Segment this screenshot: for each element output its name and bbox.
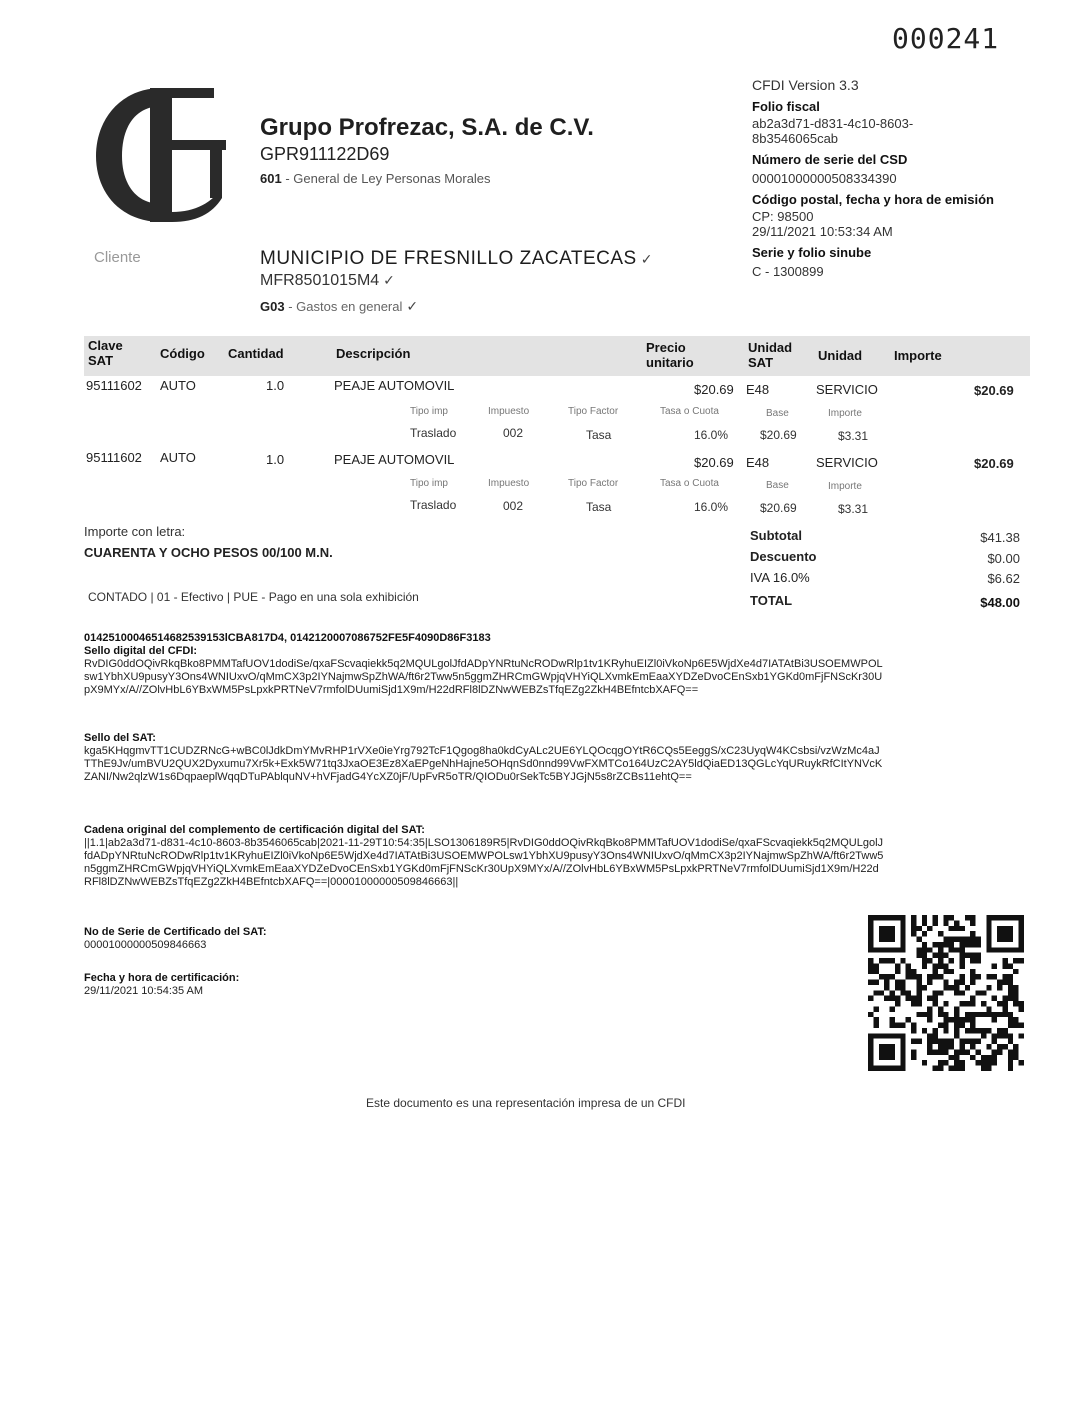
- row-cantidad: 1.0: [266, 378, 285, 393]
- row-clave-sat: 95111602: [86, 450, 142, 465]
- subtotal-value: $41.38: [980, 530, 1020, 545]
- client-cfdi-use: [260, 298, 418, 315]
- cfdi-version: CFDI Version 3.3: [752, 77, 859, 93]
- client-label: Cliente: [94, 249, 141, 266]
- serie-value: C - 1300899: [752, 264, 824, 279]
- tax-tasa: 16.0%: [694, 428, 729, 442]
- tax-hdr-tasa: Tasa o Cuota: [660, 406, 719, 417]
- total-label: TOTAL: [750, 593, 793, 608]
- col-unidad-sat: Unidad SAT: [748, 340, 793, 370]
- issuer-regime: [260, 171, 491, 186]
- cert-sat-block: [84, 926, 484, 952]
- tax-hdr-tipo-imp: Tipo imp: [410, 478, 448, 489]
- row-codigo: AUTO: [160, 450, 196, 465]
- checkmark-icon: ✓: [640, 251, 653, 267]
- tax-tipo-imp: Traslado: [410, 498, 457, 512]
- row-unidad-sat: E48: [746, 455, 770, 470]
- client-use-text: - Gastos en general: [288, 299, 403, 314]
- tax-hdr-importe: Importe: [828, 408, 862, 419]
- tax-importe: $3.31: [838, 429, 869, 443]
- cadena-value: ||1.1|ab2a3d71-d831-4c10-8603-8b3546065cab|2021-11-29T10:54:35|LSO1306189R5|RvDIG0ddOQivRkqBko8PMMTafUOV1dodiSe/qxaFScvaqiekk5q2MQULgolJfdADpYNRtuNcRODwRlp1tv1KRyhuEIZl0iVkoNp6E5WjdXe4d7IATAtBi3USOEMWPOLsw1YbhXU9pusyY3Ons4WNIUxvO/qMmCX3p2IYNajmwSpZhWA/ft6r2Tww5n5ggmZHRCmGWpjqVHYiQLXvmkEmEaaXYDZeDvoCEnSxb1YGKd0mFjFNScKr30UpX9MYx/A//ZOlvHbL6YBxWM5PsLpxkPRTNeV7rmfolDUumiSjd1X9m/H22dRFl8lDZNwWEBZsTfqEZg2ZkH4BEfntcbXAFQ==|00001000000509846663||: [84, 837, 884, 888]
- descuento-label: Descuento: [750, 549, 817, 564]
- tax-hdr-impuesto: Impuesto: [488, 478, 530, 489]
- checkmark-icon: ✓: [383, 272, 395, 288]
- row-clave-sat: 95111602: [86, 378, 142, 393]
- tax-importe: $3.31: [838, 502, 869, 516]
- row-unidad: SERVICIO: [816, 382, 878, 397]
- csd-value: 00001000000508334390: [752, 171, 897, 186]
- tax-impuesto: 002: [503, 426, 524, 440]
- tax-base: $20.69: [760, 501, 797, 515]
- iva-value: $6.62: [987, 571, 1020, 586]
- emission-datetime: 29/11/2021 10:53:34 AM: [752, 224, 893, 239]
- serie-label: Serie y folio sinube: [752, 245, 872, 260]
- descuento-value: $0.00: [987, 551, 1020, 566]
- tax-hdr-tasa: Tasa o Cuota: [660, 478, 719, 489]
- sello-sat-value: kga5KHqgmvTT1CUDZRNcG+wBC0lJdkDmYMvRHP1rVXe0ieYrg792TcF1Qgog8ha0kdCyALc2UE6YLQOcqgOYtR6CQs5EeggS/xC23UyqW4KCsbsi/vzWzMc4aJTThE9Jv/umBVU2QUX2Dyxumu7Xr5k+Exk5W71tq3JxaOE3Ez8XaEPgeNhHajne5OHqnSd0nnd99VwFXMTCo164UzC2AY5ldQiaED13QGLcYqURuykRfCItYNVcKZANI/Nw2qlzW1s6DqpaeplWqqDTuPAblquNV+hVFjadG4YcXZ0jF/UpFvR5oTR/QIODu0rSekTc5BYJGjN5s8rZCBs11ehtQ==: [84, 745, 883, 783]
- col-cantidad: Cantidad: [228, 346, 284, 361]
- tax-hdr-tipo-imp: Tipo imp: [410, 406, 448, 417]
- tax-tipo-imp: Traslado: [410, 426, 457, 440]
- tax-base: $20.69: [760, 428, 797, 442]
- col-descripcion: Descripción: [336, 346, 411, 361]
- col-unidad: Unidad: [818, 348, 863, 363]
- cadena-original-block: [84, 824, 884, 889]
- document-number: 000241: [892, 22, 1000, 55]
- items-table-header: [84, 336, 1030, 376]
- row-precio: $20.69: [694, 382, 734, 397]
- row-codigo: AUTO: [160, 378, 196, 393]
- tax-tipo-factor: Tasa: [586, 428, 612, 442]
- tax-hdr-base: Base: [766, 480, 789, 491]
- cadena-label: Cadena original del complemento de certificación digital del SAT:: [84, 824, 425, 836]
- tax-hdr-importe: Importe: [828, 481, 862, 492]
- row-descripcion: PEAJE AUTOMOVIL: [334, 452, 455, 467]
- row-cantidad: 1.0: [266, 452, 285, 467]
- amount-words-value: CUARENTA Y OCHO PESOS 00/100 M.N.: [84, 545, 333, 560]
- folio-fiscal-label: Folio fiscal: [752, 99, 820, 114]
- postal-cp: CP: 98500: [752, 209, 814, 224]
- iva-label: IVA 16.0%: [750, 570, 810, 585]
- company-logo: [92, 80, 232, 230]
- sello-cfdi-label: Sello digital del CFDI:: [84, 645, 198, 657]
- client-name: [260, 248, 653, 270]
- issuer-regime-code: 601: [260, 171, 282, 186]
- csd-label: Número de serie del CSD: [752, 152, 908, 167]
- tax-tipo-factor: Tasa: [586, 500, 612, 514]
- qr-code: [868, 915, 1024, 1071]
- payment-info: CONTADO | 01 - Efectivo | PUE - Pago en una sola exhibición: [88, 590, 419, 604]
- cfdi-metadata: [752, 76, 1052, 281]
- tax-hdr-base: Base: [766, 408, 789, 419]
- cert-date-value: 29/11/2021 10:54:35 AM: [84, 985, 204, 997]
- col-precio-unitario: Precio unitario: [646, 340, 694, 370]
- client-rfc-text: MFR8501015M4: [260, 272, 380, 289]
- row-importe: $20.69: [974, 383, 1014, 398]
- total-value: $48.00: [980, 595, 1020, 610]
- folio-fiscal-line1: ab2a3d71-d831-4c10-8603-: [752, 116, 914, 131]
- cert-sat-value: 00001000000509846663: [84, 939, 207, 951]
- folio-fiscal-line2: 8b3546065cab: [752, 131, 839, 146]
- row-precio: $20.69: [694, 455, 734, 470]
- cfdi-seal-block: [84, 632, 884, 697]
- issuer-name: Grupo Profrezac, S.A. de C.V.: [260, 114, 594, 141]
- issuer-rfc: GPR911122D69: [260, 144, 390, 164]
- sello-sat-label: Sello del SAT:: [84, 732, 156, 744]
- footer-note: Este documento es una representación impresa de un CFDI: [366, 1096, 686, 1110]
- tax-hdr-tipo-factor: Tipo Factor: [568, 478, 619, 489]
- sat-seal-block: [84, 732, 884, 784]
- col-importe: Importe: [894, 348, 942, 363]
- col-codigo: Código: [160, 346, 205, 361]
- subtotal-label: Subtotal: [750, 528, 802, 543]
- col-clave-sat: Clave SAT: [88, 338, 123, 368]
- issuer-regime-text: - General de Ley Personas Morales: [285, 171, 491, 186]
- cert-date-block: [84, 972, 484, 998]
- postal-label: Código postal, fecha y hora de emisión: [752, 192, 994, 207]
- client-name-text: MUNICIPIO DE FRESNILLO ZACATECAS: [260, 248, 637, 269]
- tax-hdr-tipo-factor: Tipo Factor: [568, 406, 619, 417]
- tax-tasa: 16.0%: [694, 500, 729, 514]
- tax-impuesto: 002: [503, 499, 524, 513]
- client-use-code: G03: [260, 299, 285, 314]
- row-unidad-sat: E48: [746, 382, 770, 397]
- row-unidad: SERVICIO: [816, 455, 878, 470]
- client-rfc: [260, 272, 395, 290]
- cert-date-label: Fecha y hora de certificación:: [84, 972, 240, 984]
- row-importe: $20.69: [974, 456, 1014, 471]
- cert-sat-label: No de Serie de Certificado del SAT:: [84, 926, 267, 938]
- amount-words-label: Importe con letra:: [84, 524, 186, 539]
- checkmark-icon: ✓: [406, 298, 419, 314]
- row-descripcion: PEAJE AUTOMOVIL: [334, 378, 455, 393]
- tax-hdr-impuesto: Impuesto: [488, 406, 530, 417]
- stamp-ids: 01425100046514682539153lCBA817D4, 0142120007086752FE5F4090D86F3183: [84, 632, 491, 644]
- sello-cfdi-value: RvDIG0ddOQivRkqBko8PMMTafUOV1dodiSe/qxaFScvaqiekk5q2MQULgolJfdADpYNRtuNcRODwRlp1tv1KRyhuEIZl0iVkoNp6E5WjdXe4d7IATAtBi3USOEMWPOLsw1YbhXU9pusyY3Ons4WNIUxvO/qMmCX3p2IYNajmwSpZhWA/ft6r2Tww5n5ggmZHRCmGWpjqVHYiQLXvmkEmEaaXYDZeDvoCEnSxb1YGKd0mFjFNScKr30UpX9MYx/A//ZOlvHbL6YBxWM5PsLpxkPRTNeV7rmfolDUumiSjd1X9m/H22dRFl8lDZNwWEBZsTfqEZg2ZkH4BEfntcbXAFQ==: [84, 658, 883, 696]
